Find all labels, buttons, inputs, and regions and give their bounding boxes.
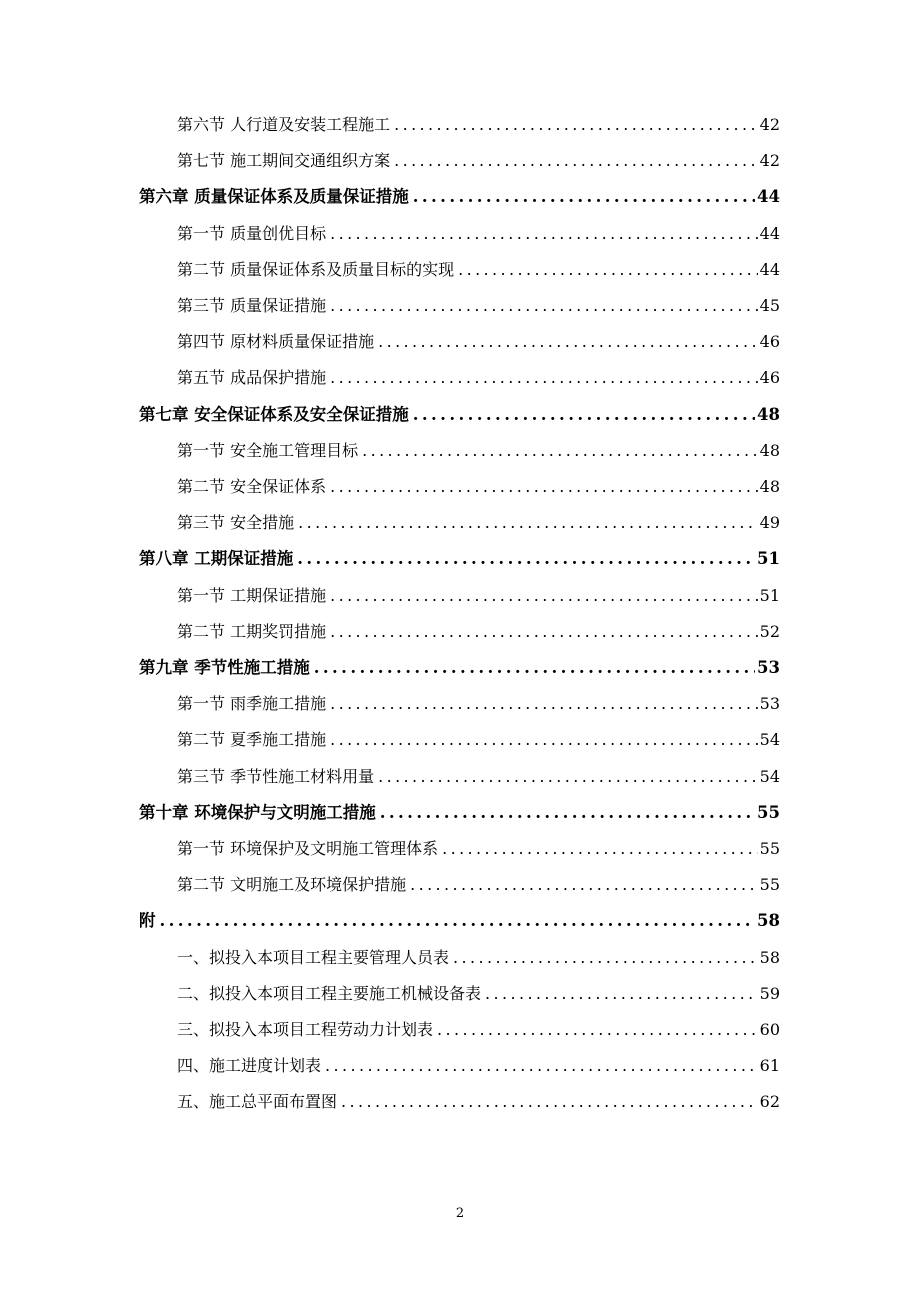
toc-entry-page: 44 xyxy=(757,187,780,207)
toc-dot-leader xyxy=(314,653,755,683)
toc-section-entry[interactable] xyxy=(177,472,780,502)
toc-entry-title: 第一节 质量创优目标 xyxy=(177,223,327,243)
toc-dot-leader xyxy=(458,255,758,285)
toc-section-entry[interactable] xyxy=(177,363,780,393)
toc-section-entry[interactable] xyxy=(177,255,780,285)
toc-entry-title: 第九章 季节性施工措施 xyxy=(139,658,310,677)
toc-dot-leader xyxy=(437,1015,758,1045)
toc-entry-title: 第二节 工期奖罚措施 xyxy=(177,621,327,641)
toc-dot-leader xyxy=(298,508,758,538)
toc-entry-page: 53 xyxy=(757,658,780,677)
toc-entry-page: 60 xyxy=(759,1020,780,1039)
toc-dot-leader xyxy=(330,219,758,249)
toc-entry-title: 第七章 安全保证体系及安全保证措施 xyxy=(139,404,409,424)
toc-dot-leader xyxy=(362,436,758,466)
toc-dot-leader xyxy=(325,1051,758,1081)
toc-section-entry[interactable] xyxy=(177,870,780,900)
toc-entry-page: 49 xyxy=(759,513,780,533)
toc-chapter-entry[interactable] xyxy=(139,906,780,936)
toc-entry-page: 45 xyxy=(759,296,780,315)
toc-entry-page: 61 xyxy=(759,1056,780,1076)
toc-section-entry[interactable] xyxy=(177,1051,780,1081)
toc-section-entry[interactable] xyxy=(177,508,780,538)
toc-entry-title: 第二节 质量保证体系及质量目标的实现 xyxy=(177,259,455,279)
toc-section-entry[interactable] xyxy=(177,291,780,321)
toc-entry-page: 42 xyxy=(759,115,780,134)
toc-entry-page: 58 xyxy=(759,947,780,967)
toc-dot-leader xyxy=(330,363,758,393)
toc-section-entry[interactable] xyxy=(177,1087,780,1117)
toc-section-entry[interactable] xyxy=(177,146,780,176)
toc-section-entry[interactable] xyxy=(177,581,780,611)
toc-dot-leader xyxy=(330,291,758,321)
toc-dot-leader xyxy=(442,834,758,864)
toc-dot-leader xyxy=(330,472,758,502)
toc-entry-title: 第三节 质量保证措施 xyxy=(177,296,327,315)
toc-entry-title: 第一节 环境保护及文明施工管理体系 xyxy=(177,839,439,858)
toc-entry-title: 第二节 文明施工及环境保护措施 xyxy=(177,875,407,895)
toc-chapter-entry[interactable] xyxy=(139,653,780,683)
toc-entry-page: 55 xyxy=(759,875,780,895)
toc-dot-leader xyxy=(330,725,758,755)
toc-section-entry[interactable] xyxy=(177,436,780,466)
toc-entry-page: 42 xyxy=(759,151,780,171)
toc-chapter-entry[interactable] xyxy=(139,182,780,212)
toc-entry-title: 二、拟投入本项目工程主要施工机械设备表 xyxy=(177,983,482,1003)
toc-dot-leader xyxy=(413,182,755,212)
toc-entry-title: 第二节 安全保证体系 xyxy=(177,477,327,496)
toc-chapter-entry[interactable] xyxy=(139,544,780,574)
toc-entry-page: 44 xyxy=(759,259,780,279)
toc-entry-title: 第六节 人行道及安装工程施工 xyxy=(177,115,391,134)
toc-section-entry[interactable] xyxy=(177,979,780,1009)
toc-entry-title: 第四节 原材料质量保证措施 xyxy=(177,332,375,352)
toc-dot-leader xyxy=(413,400,755,430)
toc-section-entry[interactable] xyxy=(177,725,780,755)
toc-entry-page: 55 xyxy=(757,802,780,822)
toc-dot-leader xyxy=(453,943,758,973)
toc-chapter-entry[interactable] xyxy=(139,400,780,430)
toc-section-entry[interactable] xyxy=(177,834,780,864)
toc-entry-page: 48 xyxy=(759,477,780,496)
toc-entry-title: 第六章 质量保证体系及质量保证措施 xyxy=(139,187,409,207)
toc-entry-page: 55 xyxy=(759,839,780,858)
toc-dot-leader xyxy=(410,870,758,900)
toc-section-entry[interactable] xyxy=(177,943,780,973)
toc-entry-page: 58 xyxy=(757,911,780,931)
toc-dot-leader xyxy=(160,906,756,936)
toc-dot-leader xyxy=(485,979,758,1009)
toc-dot-leader xyxy=(394,146,758,176)
toc-entry-page: 54 xyxy=(759,766,780,786)
toc-dot-leader xyxy=(330,617,758,647)
toc-section-entry[interactable] xyxy=(177,689,780,719)
toc-dot-leader xyxy=(330,689,758,719)
page-number: 2 xyxy=(455,1206,465,1221)
toc-entry-title: 第七节 施工期间交通组织方案 xyxy=(177,151,391,171)
toc-section-entry[interactable] xyxy=(177,219,780,249)
toc-entry-title: 第一节 安全施工管理目标 xyxy=(177,440,359,460)
toc-entry-title: 第五节 成品保护措施 xyxy=(177,368,327,388)
toc-entry-title: 第十章 环境保护与文明施工措施 xyxy=(139,802,376,822)
toc-entry-page: 51 xyxy=(759,585,780,605)
toc-dot-leader xyxy=(341,1087,758,1117)
toc-entry-page: 53 xyxy=(759,694,780,714)
toc-dot-leader xyxy=(380,798,755,828)
toc-entry-title: 一、拟投入本项目工程主要管理人员表 xyxy=(177,947,450,967)
toc-entry-page: 48 xyxy=(757,404,780,424)
toc-entry-page: 44 xyxy=(759,223,780,243)
toc-entry-title: 五、施工总平面布置图 xyxy=(177,1092,338,1112)
toc-section-entry[interactable] xyxy=(177,327,780,357)
toc-entry-title: 第一节 工期保证措施 xyxy=(177,585,327,605)
toc-chapter-entry[interactable] xyxy=(139,798,780,828)
toc-dot-leader xyxy=(297,544,755,574)
toc-dot-leader xyxy=(394,110,758,140)
toc-entry-title: 四、施工进度计划表 xyxy=(177,1056,322,1076)
toc-entry-page: 54 xyxy=(759,730,780,750)
toc-section-entry[interactable] xyxy=(177,1015,780,1045)
toc-section-entry[interactable] xyxy=(177,762,780,792)
toc-entry-page: 46 xyxy=(759,332,780,352)
toc-entry-title: 第三节 季节性施工材料用量 xyxy=(177,766,375,786)
toc-dot-leader xyxy=(378,327,758,357)
toc-entry-title: 第三节 安全措施 xyxy=(177,513,295,533)
toc-entry-title: 第八章 工期保证措施 xyxy=(139,549,294,569)
toc-dot-leader xyxy=(378,762,758,792)
toc-dot-leader xyxy=(330,581,758,611)
toc-section-entry[interactable] xyxy=(177,110,780,140)
toc-entry-page: 46 xyxy=(759,368,780,388)
toc-entry-title: 第二节 夏季施工措施 xyxy=(177,730,327,750)
toc-entry-page: 62 xyxy=(759,1092,780,1112)
toc-section-entry[interactable] xyxy=(177,617,780,647)
toc-entry-page: 48 xyxy=(759,440,780,460)
toc-entry-page: 59 xyxy=(759,983,780,1003)
toc-entry-page: 51 xyxy=(757,549,780,569)
toc-entry-title: 三、拟投入本项目工程劳动力计划表 xyxy=(177,1020,434,1039)
toc-entry-title: 附 xyxy=(139,911,156,931)
toc-entry-title: 第一节 雨季施工措施 xyxy=(177,694,327,714)
toc-entry-page: 52 xyxy=(759,621,780,641)
